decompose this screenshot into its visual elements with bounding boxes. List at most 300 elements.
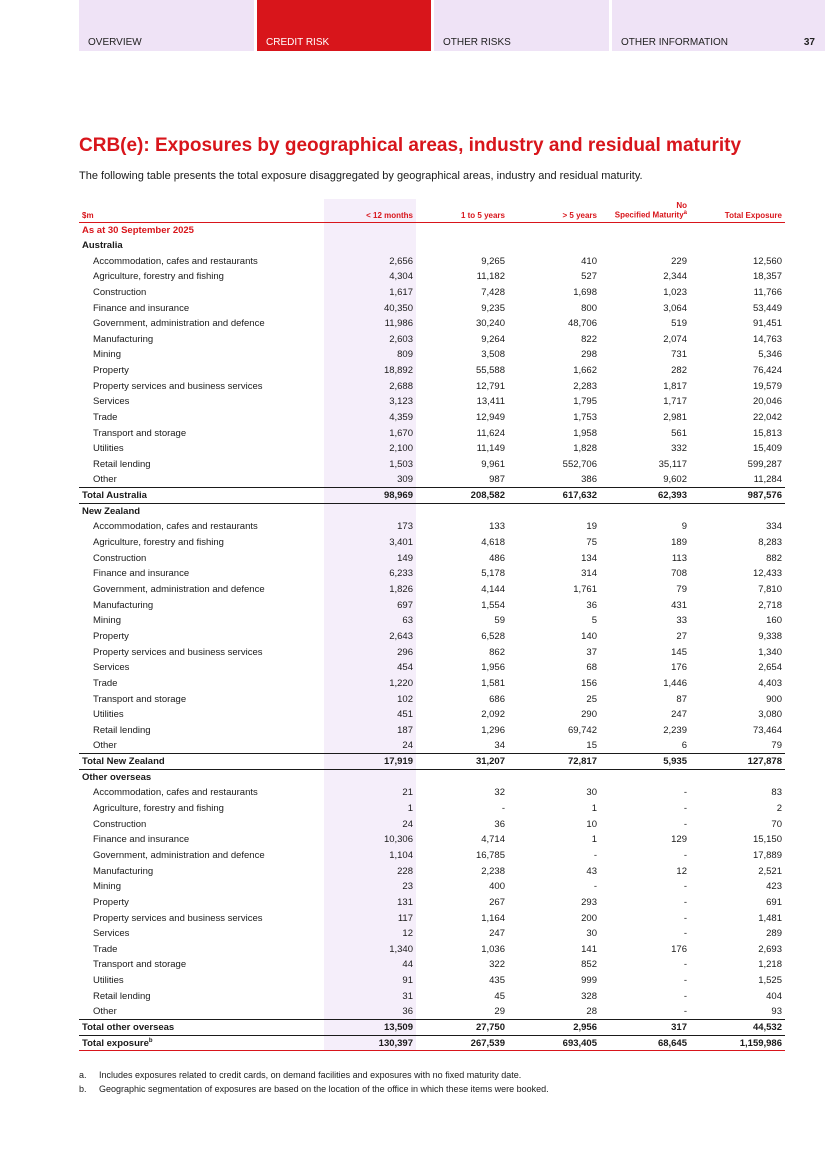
table-row <box>79 723 785 739</box>
table-cell: 23 <box>324 879 416 895</box>
table-cell: 12,560 <box>752 255 782 267</box>
table-cell: 2,693 <box>758 943 782 955</box>
table-cell: 247 <box>671 709 687 721</box>
table-cell: 404 <box>766 990 782 1002</box>
table-cell: 145 <box>671 646 687 658</box>
table-cell: 22,042 <box>752 412 782 423</box>
table-row <box>79 613 785 629</box>
table-cell: 59 <box>494 615 505 627</box>
table-cell: 53,449 <box>752 302 782 314</box>
table-cell: 28 <box>586 1006 597 1018</box>
table-row <box>79 644 785 660</box>
table-cell: 486 <box>489 552 505 564</box>
table-cell: 33 <box>676 615 687 627</box>
tab-label: OTHER RISKS <box>443 37 511 48</box>
table-cell: 1,828 <box>573 443 597 455</box>
table-cell: 852 <box>581 959 597 971</box>
table-cell: 1,023 <box>663 286 687 298</box>
tab-label: OVERVIEW <box>88 37 142 48</box>
header-line: Specified Maturity <box>614 210 684 220</box>
table-cell <box>690 504 785 520</box>
table-cell: 3,080 <box>758 709 782 721</box>
table-cell: 91 <box>324 973 416 989</box>
total-label: Total other overseas <box>79 1020 324 1036</box>
table-cell: 87 <box>676 693 687 705</box>
table-cell: 1,698 <box>573 286 597 298</box>
region-name: Other overseas <box>82 771 152 783</box>
table-cell: 1,581 <box>481 677 505 689</box>
table-cell: 2,656 <box>324 253 416 269</box>
industry-label: Services <box>93 396 130 408</box>
industry-label: Retail lending <box>93 458 151 470</box>
table-cell: 75 <box>586 537 597 549</box>
table-cell: 12,791 <box>475 380 505 392</box>
table-row <box>79 597 785 613</box>
table-cell: 1,662 <box>573 365 597 377</box>
tab-label: CREDIT RISK <box>266 37 330 48</box>
table-cell: 12 <box>324 926 416 942</box>
table-cell: 36 <box>586 599 597 611</box>
table-cell: 63 <box>324 613 416 629</box>
industry-label: Accommodation, cafes and restaurants <box>93 521 258 533</box>
industry-label: Accommodation, cafes and restaurants <box>93 787 258 799</box>
table-cell: 73,464 <box>752 724 782 736</box>
table-cell: 400 <box>489 881 505 893</box>
table-cell: 267 <box>489 896 505 908</box>
industry-label: Retail lending <box>93 990 151 1002</box>
table-cell: 12,949 <box>475 412 505 423</box>
table-cell: 44,532 <box>690 1020 785 1036</box>
table-cell: 9,264 <box>481 333 505 345</box>
table-cell: 309 <box>324 472 416 488</box>
intro-text: The following table presents the total exposure disaggregated by geographical areas, industry and residual maturity. <box>79 170 643 182</box>
table-cell: 11,986 <box>324 316 416 332</box>
table-cell: 19,579 <box>752 380 782 392</box>
table-cell: 3,401 <box>324 535 416 551</box>
table-cell: 247 <box>489 928 505 940</box>
table-cell: 31 <box>324 988 416 1004</box>
table-row <box>79 269 785 285</box>
industry-label: Utilities <box>93 975 124 987</box>
industry-label: Trade <box>93 943 118 955</box>
page-title: CRB(e): Exposures by geographical areas, industry and residual maturity <box>79 135 742 156</box>
table-cell: 7,428 <box>481 286 505 298</box>
industry-label: Mining <box>93 349 121 361</box>
table-cell: 25 <box>586 693 597 705</box>
industry-label: Property services and business services <box>93 912 263 924</box>
page-number: 37 <box>803 37 815 48</box>
table-row <box>79 253 785 269</box>
total-label: Total Australia <box>79 488 324 504</box>
table-cell: 68,645 <box>600 1035 690 1051</box>
table-row <box>79 378 785 394</box>
industry-label: Transport and storage <box>93 693 187 705</box>
table-row <box>79 957 785 973</box>
total-label: Total New Zealand <box>79 754 324 770</box>
footnote-text: Geographic segmentation of exposures are based on the location of the office in which these items were booked. <box>99 1084 549 1094</box>
industry-label: Construction <box>93 552 147 564</box>
table-row <box>79 285 785 301</box>
table-cell: 435 <box>489 975 505 987</box>
table-cell: 296 <box>324 644 416 660</box>
table-cell: 34 <box>494 740 505 752</box>
table-cell: 599,287 <box>747 458 782 470</box>
industry-label: Utilities <box>93 709 124 721</box>
table-cell: 40,350 <box>324 300 416 316</box>
table-cell: 15,409 <box>752 443 782 455</box>
table-cell: 187 <box>324 723 416 739</box>
table-cell: 2,981 <box>663 412 687 423</box>
table-row <box>79 691 785 707</box>
table-cell: 229 <box>671 255 687 267</box>
tab-other-risks[interactable] <box>434 0 609 51</box>
footnote <box>79 1068 549 1082</box>
table-cell: 386 <box>581 474 597 486</box>
table-cell: - <box>683 803 687 815</box>
table-cell <box>324 238 416 254</box>
table-cell: 79 <box>676 584 687 596</box>
industry-label: Property services and business services <box>93 380 263 392</box>
table-cell: 2,344 <box>663 271 687 283</box>
table-cell: 7,810 <box>758 584 782 596</box>
table-cell: 140 <box>581 630 597 642</box>
table-cell: 18,892 <box>324 363 416 379</box>
table-cell: 72,817 <box>508 754 600 770</box>
table-cell: 30 <box>586 787 597 799</box>
table-cell: 999 <box>581 975 597 987</box>
table-cell: 79 <box>771 740 782 752</box>
table-cell: 17,889 <box>752 849 782 861</box>
table-cell: 1,220 <box>324 676 416 692</box>
table-cell <box>324 769 416 785</box>
table-row <box>79 550 785 566</box>
header-line: No <box>676 200 687 210</box>
table-cell: 1,753 <box>573 412 597 423</box>
tab-credit-risk[interactable] <box>257 0 431 51</box>
region-name: New Zealand <box>82 506 141 518</box>
table-cell: 12,433 <box>752 568 782 580</box>
table-cell <box>324 504 416 520</box>
table-cell: 13,411 <box>476 396 505 408</box>
table-cell: 1,340 <box>324 941 416 957</box>
table-cell: 561 <box>671 427 687 439</box>
table-row <box>79 582 785 598</box>
footnotes <box>79 1068 549 1096</box>
table-cell: - <box>683 990 687 1002</box>
table-cell: 6 <box>681 740 687 752</box>
table-cell: 693,405 <box>508 1035 600 1051</box>
table-cell: 27,750 <box>416 1020 508 1036</box>
table-cell: 1 <box>591 834 597 846</box>
table-cell: 1,218 <box>758 959 782 971</box>
table-cell: 282 <box>671 365 687 377</box>
table-row <box>79 566 785 582</box>
table-cell: 11,182 <box>476 271 505 283</box>
table-cell: - <box>683 959 687 971</box>
industry-label: Agriculture, forestry and fishing <box>93 803 224 815</box>
table-cell: - <box>683 881 687 893</box>
table-cell: 410 <box>581 255 597 267</box>
table-cell: 11,624 <box>476 427 505 439</box>
industry-label: Utilities <box>93 443 124 455</box>
table-cell: 4,403 <box>758 677 782 689</box>
table-row <box>79 816 785 832</box>
table-header-row <box>79 199 785 222</box>
table-row <box>79 910 785 926</box>
table-cell: 708 <box>671 568 687 580</box>
table-cell <box>690 238 785 254</box>
table-cell: 141 <box>581 943 597 955</box>
table-cell: 5,346 <box>758 349 782 361</box>
table-row <box>79 785 785 801</box>
table-cell: - <box>683 787 687 799</box>
table-cell: 1,446 <box>663 677 687 689</box>
table-cell: 113 <box>671 552 687 564</box>
table-body <box>79 222 785 1051</box>
table-cell: 9,338 <box>758 630 782 642</box>
table-cell: 1 <box>324 801 416 817</box>
table-cell: 6,233 <box>324 566 416 582</box>
industry-label: Transport and storage <box>93 959 187 971</box>
table-row <box>79 848 785 864</box>
table-cell: 133 <box>489 521 505 533</box>
table-cell: 1,670 <box>324 425 416 441</box>
grand-total-row <box>79 1035 785 1051</box>
table-cell: 686 <box>489 693 505 705</box>
table-cell: 322 <box>489 959 505 971</box>
tab-label: OTHER INFORMATION <box>621 37 729 48</box>
table-cell: 4,304 <box>324 269 416 285</box>
table-cell: 24 <box>324 816 416 832</box>
table-cell: 4,144 <box>481 584 505 596</box>
footnote-key: b. <box>79 1084 87 1094</box>
table-row <box>79 863 785 879</box>
header-1-to-5-years: 1 to 5 years <box>416 199 508 222</box>
table-cell: 1,104 <box>324 848 416 864</box>
table-cell: - <box>683 1006 687 1018</box>
table-cell: 44 <box>324 957 416 973</box>
industry-label: Government, administration and defence <box>93 849 265 861</box>
table-cell <box>690 769 785 785</box>
table-cell: 4,359 <box>324 410 416 426</box>
table-cell <box>508 504 600 520</box>
table-cell: 697 <box>324 597 416 613</box>
table-cell: 1,159,986 <box>690 1035 785 1051</box>
table-row <box>79 832 785 848</box>
table-cell: 2,654 <box>758 662 782 674</box>
table-cell: 43 <box>586 865 597 877</box>
table-cell: 289 <box>766 928 782 940</box>
table-cell: 15,150 <box>752 834 782 846</box>
table-cell: 130,397 <box>324 1035 416 1051</box>
table-cell: 4,714 <box>481 834 505 846</box>
table-cell: 454 <box>324 660 416 676</box>
table-cell <box>600 238 690 254</box>
header-lt-12-months: < 12 months <box>324 199 416 222</box>
table-cell: 11,766 <box>753 286 782 298</box>
footnote-key: a. <box>79 1070 87 1080</box>
table-row <box>79 879 785 895</box>
footnote-marker: b <box>148 1037 153 1044</box>
industry-label: Services <box>93 662 130 674</box>
industry-label: Government, administration and defence <box>93 584 265 596</box>
table-cell: 12 <box>676 865 687 877</box>
table-cell: 822 <box>581 333 597 345</box>
table-cell: 552,706 <box>562 458 597 470</box>
table-cell: 2,100 <box>324 441 416 457</box>
table-cell: 328 <box>581 990 597 1002</box>
table-cell: 15 <box>586 740 597 752</box>
table-cell: 3,064 <box>663 302 687 314</box>
table-cell <box>416 769 508 785</box>
table-cell: 160 <box>766 615 782 627</box>
table-cell: 200 <box>581 912 597 924</box>
table-cell: 1,826 <box>324 582 416 598</box>
industry-label: Retail lending <box>93 724 151 736</box>
table-cell: 102 <box>324 691 416 707</box>
table-cell: 317 <box>600 1020 690 1036</box>
table-cell: 8,283 <box>758 537 782 549</box>
table-cell: 332 <box>671 443 687 455</box>
table-cell: 62,393 <box>600 488 690 504</box>
industry-label: Transport and storage <box>93 427 187 439</box>
table-cell: 27 <box>676 630 687 642</box>
table-cell: 1,481 <box>758 912 782 924</box>
table-cell: 2 <box>776 803 782 815</box>
table-row <box>79 347 785 363</box>
header-unit: $m <box>79 199 324 222</box>
table-cell: 1,817 <box>663 380 687 392</box>
table-cell: 2,283 <box>573 380 597 392</box>
table-row <box>79 441 785 457</box>
table-cell: 1,958 <box>573 427 597 439</box>
industry-label: Other <box>93 474 117 486</box>
table-cell: 9 <box>681 521 687 533</box>
table-cell: 70 <box>771 818 782 830</box>
table-cell: 9,602 <box>663 474 687 486</box>
table-cell: 1,617 <box>324 285 416 301</box>
table-cell: 16,785 <box>475 849 505 861</box>
header-no-specified-maturity <box>600 199 690 222</box>
table-cell: 15,813 <box>752 427 782 439</box>
footnote-marker: a <box>683 209 687 216</box>
tab-overview[interactable] <box>79 0 254 51</box>
table-cell: 617,632 <box>508 488 600 504</box>
table-cell: - <box>683 849 687 861</box>
table-cell: 267,539 <box>416 1035 508 1051</box>
table-cell: 30,240 <box>475 318 505 330</box>
table-row <box>79 457 785 473</box>
table-cell: 69,742 <box>567 724 597 736</box>
table-cell: 5,935 <box>600 754 690 770</box>
table-row <box>79 519 785 535</box>
industry-label: Other <box>93 740 117 752</box>
table-cell: 37 <box>586 646 597 658</box>
table-cell: 18,357 <box>752 271 782 283</box>
table-row <box>79 425 785 441</box>
table-cell: 10,306 <box>324 832 416 848</box>
table-cell: 35,117 <box>658 458 687 470</box>
table-cell: - <box>501 803 505 815</box>
table-cell: 19 <box>586 521 597 533</box>
industry-label: Property <box>93 896 129 908</box>
table-cell: 2,603 <box>324 331 416 347</box>
table-cell: 36 <box>494 818 505 830</box>
table-cell: 527 <box>581 271 597 283</box>
table-cell: 2,688 <box>324 378 416 394</box>
table-cell: 1 <box>591 803 597 815</box>
industry-label: Agriculture, forestry and fishing <box>93 537 224 549</box>
table-row <box>79 363 785 379</box>
table-cell <box>416 504 508 520</box>
total-row <box>79 754 785 770</box>
industry-label: Government, administration and defence <box>93 318 265 330</box>
table-cell: 134 <box>581 552 597 564</box>
table-row <box>79 895 785 911</box>
table-cell: 2,239 <box>663 724 687 736</box>
table-cell: 298 <box>581 349 597 361</box>
table-row <box>79 676 785 692</box>
exposure-table <box>79 199 785 1051</box>
table-cell: 11,149 <box>476 443 505 455</box>
table-cell: 1,717 <box>663 396 687 408</box>
table-cell <box>508 769 600 785</box>
region-header-row <box>79 504 785 520</box>
table-cell: 809 <box>324 347 416 363</box>
table-cell <box>600 769 690 785</box>
table-cell: 519 <box>671 318 687 330</box>
table-cell: 98,969 <box>324 488 416 504</box>
table-cell: 2,956 <box>508 1020 600 1036</box>
table-row <box>79 316 785 332</box>
table-cell: 2,643 <box>324 629 416 645</box>
table-row <box>79 973 785 989</box>
table-cell: 293 <box>581 896 597 908</box>
table-row <box>79 1004 785 1020</box>
industry-label: Property services and business services <box>93 646 263 658</box>
table-cell: 1,036 <box>481 943 505 955</box>
industry-label: Manufacturing <box>93 599 154 611</box>
table-cell: 2,718 <box>758 599 782 611</box>
table-cell: 10 <box>586 818 597 830</box>
table-cell: 9,235 <box>481 302 505 314</box>
table-cell: 173 <box>324 519 416 535</box>
table-cell: 1,956 <box>481 662 505 674</box>
table-cell: - <box>683 896 687 908</box>
table-cell: 131 <box>324 895 416 911</box>
table-cell: 431 <box>671 599 687 611</box>
table-cell: 176 <box>671 662 687 674</box>
table-cell: 29 <box>494 1006 505 1018</box>
table-cell: 9,265 <box>481 255 505 267</box>
table-cell: 45 <box>494 990 505 1002</box>
industry-label: Mining <box>93 881 121 893</box>
header-total-exposure: Total Exposure <box>690 199 785 222</box>
tab-other-information[interactable] <box>612 0 825 51</box>
industry-label: Agriculture, forestry and fishing <box>93 271 224 283</box>
grand-total-label <box>79 1035 324 1051</box>
table-cell: - <box>593 881 597 893</box>
table-cell: - <box>683 912 687 924</box>
table-cell: 314 <box>581 568 597 580</box>
table-cell: 14,763 <box>752 333 782 345</box>
table-row <box>79 472 785 488</box>
table-cell: 156 <box>581 677 597 689</box>
table-row <box>79 535 785 551</box>
footnote <box>79 1082 549 1096</box>
industry-label: Property <box>93 365 129 377</box>
table-cell: 4,618 <box>481 537 505 549</box>
